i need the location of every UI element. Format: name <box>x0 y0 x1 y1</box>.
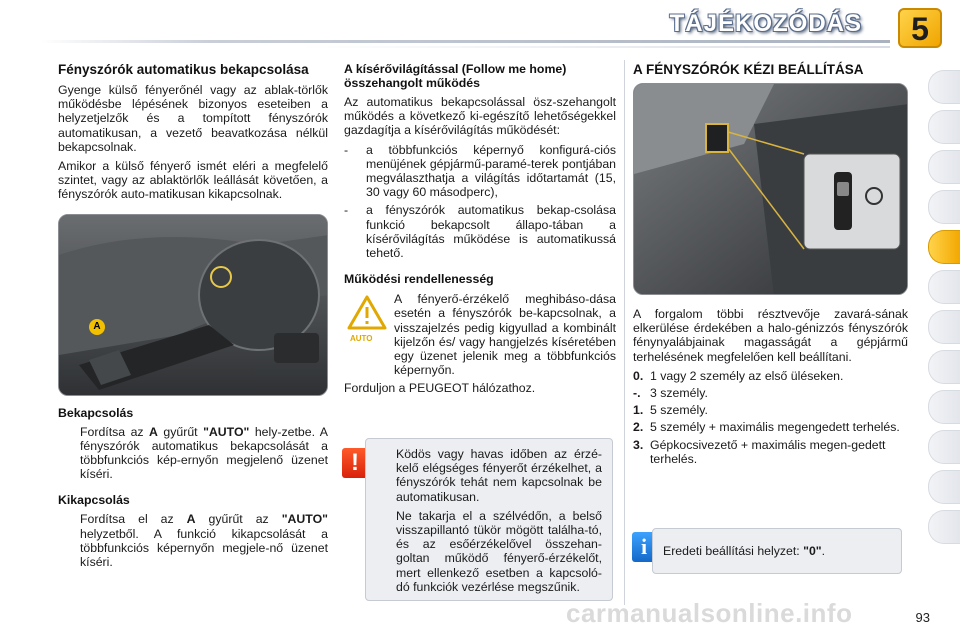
column-follow-me-home <box>344 62 616 401</box>
auto-lighting-intro: Gyenge külső fényerőnél vagy az ablak-törlők működésbe lépésének bizonyos eseteiben a helyzetjelzők és a tompított fényszórók automatikusan, a vezető beavatkozása nélkül bekapcsolnak. <box>58 83 328 154</box>
manual-adjustment-intro: A forgalom többi résztvevője zavará-sának elkerülése érdekében a halo-génizzós fényszórók fénynyalábjainak magasságát a gépjármű terhelésének megfelelően kell beállítani. <box>633 307 908 364</box>
column-divider <box>624 60 625 605</box>
chapter-tab[interactable] <box>928 270 960 304</box>
fault-heading: Működési rendellenesség <box>344 272 494 287</box>
chapter-tab-active[interactable] <box>928 230 960 264</box>
chapter-number-badge <box>898 8 942 48</box>
column-auto-lighting <box>58 62 328 573</box>
setting-position: 2. 5 személy + maximális megengedett terhelés. <box>633 420 900 435</box>
warning-icon-label: AUTO <box>350 334 373 344</box>
chapter-title: TÁJÉKOZÓDÁS <box>669 10 862 37</box>
info-note: Eredeti beállítási helyzet: "0". <box>652 528 902 574</box>
auto-lighting-warning-icon <box>346 294 388 334</box>
follow-me-home-intro: Az automatikus bekapcsolással ösz-szehangolt működés a következő ki-egészítő lehetőségekkel gazdagítja a kísérővilágítás működését: <box>344 95 616 138</box>
chapter-tab[interactable] <box>928 110 960 144</box>
header-rule-secondary <box>300 46 890 48</box>
switch-off-heading: Kikapcsolás <box>58 493 130 508</box>
info-icon: i <box>632 532 656 562</box>
caution-icon: ! <box>342 448 368 478</box>
chapter-tab[interactable] <box>928 390 960 424</box>
info-note-value: "0" <box>803 544 822 558</box>
setting-position: 1. 5 személy. <box>633 403 708 418</box>
caution-paragraph: Ne takarja el a szélvédőn, a belső visszapillantó tükör mögött találha-tó, és az esőérzékelővel összehan-goltan működő fényerő-érzékelőt, mert ellenkező esetben a kapcsoló-dó funkciók vezérlése megszűnik. <box>396 508 602 594</box>
chapter-tab[interactable] <box>928 470 960 504</box>
chapter-tab[interactable] <box>928 430 960 464</box>
chapter-tab[interactable] <box>928 510 960 544</box>
page-number: 93 <box>915 610 930 625</box>
chapter-tabs <box>928 70 960 550</box>
lighting-stalk-illustration <box>58 214 328 396</box>
info-note-label: Eredeti beállítási helyzet: <box>663 544 804 558</box>
switch-on-instruction: Fordítsa az A gyűrűt "AUTO" hely-zetbe. A fényszórók automatikus bekapcsolását a többfunkciós kép-ernyőn megjelenő üzenet kíséri. <box>80 424 328 482</box>
switch-off-instruction: Fordítsa el az A gyűrűt az "AUTO" helyzetből. A funkció kikapcsolását a többfunkciós képernyőn megjele-nő üzenet kíséri. <box>80 512 328 570</box>
dealer-contact: Forduljon a PEUGEOT hálózathoz. <box>344 381 536 396</box>
section-heading-follow-me-home: A kísérővilágítással (Follow me home) összehangolt működés <box>344 62 567 90</box>
chapter-number: 5 <box>911 11 929 47</box>
chapter-tab[interactable] <box>928 310 960 344</box>
caution-note <box>365 438 613 601</box>
lighting-stalk-drawing <box>59 215 328 396</box>
fault-description: AUTO A fényerő-érzékelő meghibáso-dása esetén a fényszórók be-kapcsolnak, a visszajelzés pedig kigyullad a kombinált kijelzőn és/ vagy hangjelzés kíséretében egy üzenet jelenik meg a többfunkciós képernyőn. <box>344 292 616 377</box>
setting-position: 0. 1 vagy 2 személy az első üléseken. <box>633 368 844 383</box>
section-heading-auto-lighting: Fényszórók automatikus bekapcsolása <box>58 62 309 77</box>
chapter-tab[interactable] <box>928 70 960 104</box>
caution-paragraph: Ködös vagy havas időben az érzé-kelő elégséges fényerőt érzékelhet, a fényszórók tehát nem kapcsolnak be automatikusan. <box>396 447 602 504</box>
beam-adjuster-illustration <box>633 83 908 295</box>
ring-a-marker: A <box>89 319 105 335</box>
column-manual-adjustment <box>633 62 908 469</box>
chapter-tab[interactable] <box>928 190 960 224</box>
chapter-tab[interactable] <box>928 150 960 184</box>
auto-lighting-off-description: Amikor a külső fényerő ismét eléri a megfelelő szintet, vagy az ablaktörlők leállását követően, a fényszórók auto-matikusan kikapcsolnak. <box>58 159 328 202</box>
setting-position: 3. Gépkocsivezető + maximális megen-gedett terhelés. <box>633 437 886 466</box>
chapter-tab[interactable] <box>928 350 960 384</box>
header-rule <box>40 40 890 43</box>
setting-position: -. 3 személy. <box>633 386 708 401</box>
section-heading-manual-adjustment: A FÉNYSZÓRÓK KÉZI BEÁLLÍTÁSA <box>633 62 864 77</box>
beam-adjuster-drawing <box>634 84 908 295</box>
list-item: - a fényszórók automatikus bekap-csolása funkció bekapcsolt állapo-tában a kísérővilágítás működése is automatikussá tehető. <box>344 203 616 261</box>
list-item: - a többfunkciós képernyő konfigurá-ciós menüjének gépjármű-paramé-terek pontjában megválaszthatja a világítás időtartamát (15, 30 vagy 60 másodperc), <box>344 142 616 200</box>
watermark: carmanualsonline.info <box>566 598 853 628</box>
switch-on-heading: Bekapcsolás <box>58 405 134 420</box>
